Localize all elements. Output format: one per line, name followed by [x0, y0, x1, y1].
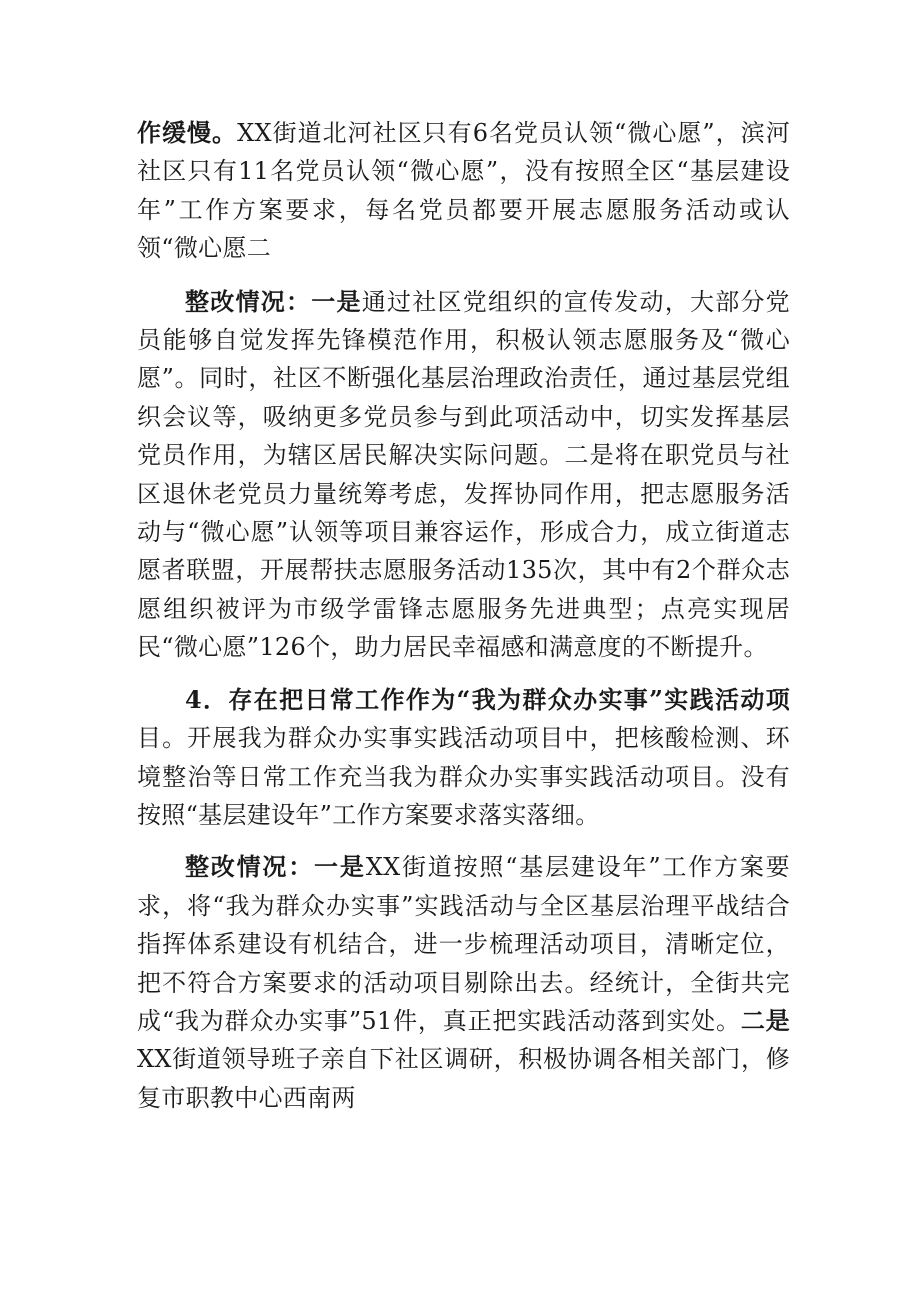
paragraph-3-lead: 4．存在把日常工作作为“我为群众办实事”实践活动项 [185, 684, 790, 714]
document-body [137, 114, 790, 1131]
paragraph-4-text-after: XX街道领导班子亲自下社区调研，积极协调各相关部门，修复市职教中心西南两 [137, 1045, 790, 1112]
paragraph-4-mid: 二是 [740, 1005, 790, 1035]
paragraph-3-text: 目。开展我为群众办实事实践活动项目中，把核酸检测、环境整治等日常工作充当我为群众办实事实践活动项目。没有按照“基层建设年”工作方案要求落实落细。 [137, 724, 790, 829]
paragraph-1-lead: 作缓慢。 [137, 118, 238, 147]
paragraph-2-text: 通过社区党组织的宣传发动，大部分党员能够自觉发挥先锋模范作用，积极认领志愿服务及“微心愿”。同时，社区不断强化基层治理政治责任，通过基层党组织会议等，吸纳更多党员参与到此项活动中，切实发挥基层党员作用，为辖区居民解决实际问题。二是将在职党员与社区退休老党员力量统筹考虑，发挥协同作用，把志愿服务活动与“微心愿”认领等项目兼容运作，形成合力，成立街道志愿者联盟，开展帮扶志愿服务活动135次，其中有2个群众志愿组织被评为市级学雷锋志愿服务先进典型；点亮实现居民“微心愿”126个，助力居民幸福感和满意度的不断提升。 [137, 287, 790, 662]
paragraph-2 [137, 283, 790, 667]
paragraph-2-lead: 整改情况：一是 [185, 286, 362, 316]
paragraph-4-lead: 整改情况：一是 [185, 852, 366, 882]
paragraph-1-text: XX街道北河社区只有6名党员认领“微心愿”，滨河社区只有11名党员认领“微心愿”，没有按照全区“基层建设年”工作方案要求，每名党员都要开展志愿服务活动或认领“微心愿二 [137, 119, 791, 263]
paragraph-4-text: XX街道按照“基层建设年”工作方案要求，将“我为群众办实事”实践活动与全区基层治理平战结合指挥体系建设有机结合，进一步梳理活动项目，清晰定位，把不符合方案要求的活动项目剔除出去。经统计，全街共完成“我为群众办实事”51件，真正把实践活动落到实处。 [137, 853, 790, 1035]
paragraph-1 [137, 114, 790, 268]
paragraph-3 [137, 681, 790, 835]
paragraph-4 [137, 848, 790, 1117]
